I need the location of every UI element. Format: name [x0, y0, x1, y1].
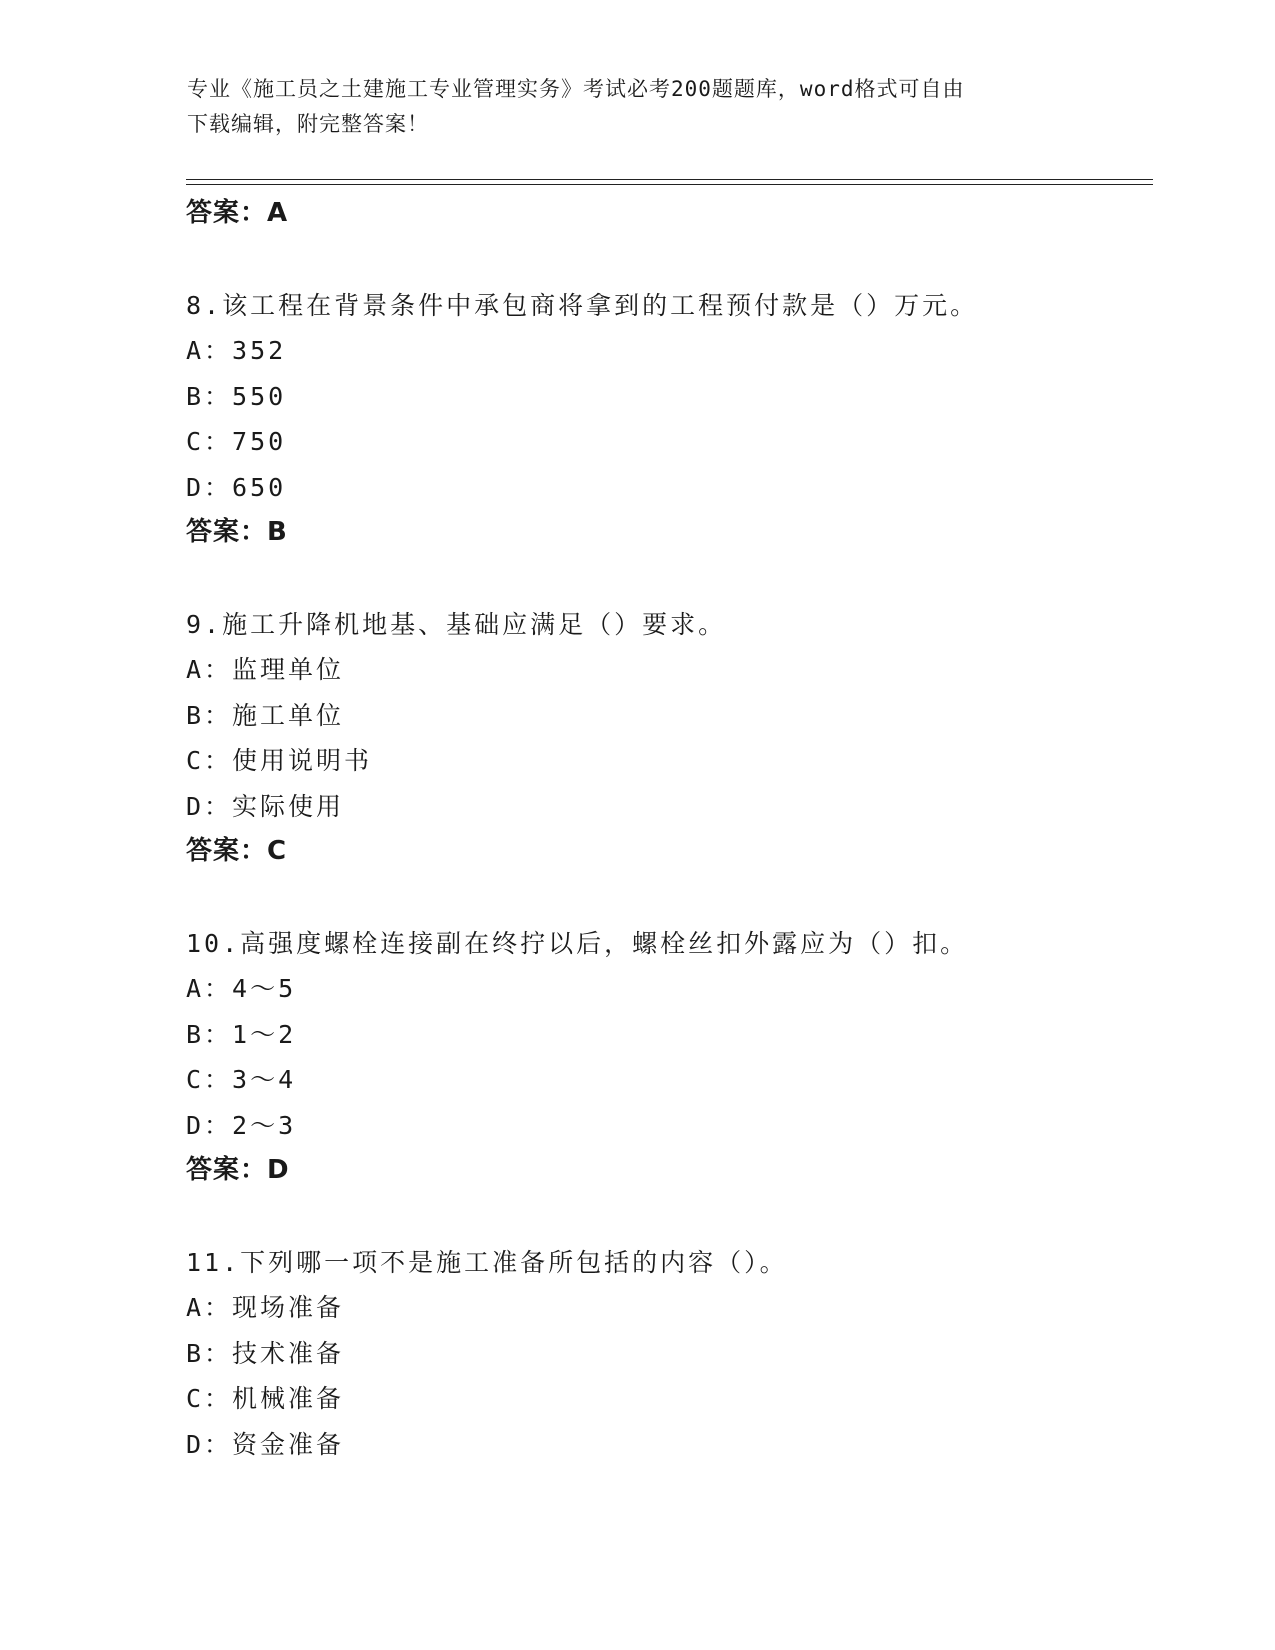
header-divider-top [186, 179, 1153, 180]
option-a: A：现场准备 [186, 1293, 345, 1322]
option-b: B：1～2 [186, 1019, 297, 1049]
spacer [186, 237, 1146, 283]
question-stem: 8.该工程在背景条件中承包商将拿到的工程预付款是（）万元。 [186, 290, 979, 320]
option-d: D：实际使用 [186, 791, 345, 821]
option-c: C：使用说明书 [186, 746, 373, 775]
header-line-2: 下载编辑，附完整答案！ [187, 112, 429, 136]
spacer [186, 556, 1146, 602]
header-line-1: 专业《施工员之土建施工专业管理实务》考试必考200题题库，word格式可自由 [187, 77, 965, 101]
spacer [186, 875, 1146, 921]
answer-line: 答案：A [186, 198, 289, 228]
spacer [186, 1194, 1146, 1240]
option-d: D：2～3 [186, 1110, 297, 1140]
option-a: A：监理单位 [186, 655, 345, 684]
question-stem: 11.下列哪一项不是施工准备所包括的内容（）。 [186, 1247, 788, 1277]
answer-line: 答案：D [186, 1155, 290, 1185]
answer-line: 答案：B [186, 517, 288, 547]
question-block [186, 283, 1146, 556]
option-a: A：4～5 [186, 974, 297, 1003]
question-stem: 9.施工升降机地基、基础应满足（）要求。 [186, 609, 727, 639]
option-d: D：650 [186, 472, 287, 502]
question-block [186, 1240, 1146, 1468]
question-block [186, 602, 1146, 875]
option-a: A：352 [186, 336, 287, 365]
question-stem: 10.高强度螺栓连接副在终拧以后，螺栓丝扣外露应为（）扣。 [186, 928, 969, 958]
option-b: B：技术准备 [186, 1338, 345, 1368]
option-b: B：施工单位 [186, 700, 345, 730]
option-c: C：750 [186, 427, 287, 456]
option-d: D：资金准备 [186, 1429, 345, 1459]
document-header [187, 72, 1087, 142]
option-c: C：机械准备 [186, 1384, 345, 1413]
option-c: C：3～4 [186, 1065, 297, 1094]
question-block [186, 921, 1146, 1194]
option-b: B：550 [186, 381, 287, 411]
header-divider-bottom [186, 184, 1153, 185]
question-list [186, 191, 1146, 1467]
answer-line: 答案：C [186, 836, 288, 866]
